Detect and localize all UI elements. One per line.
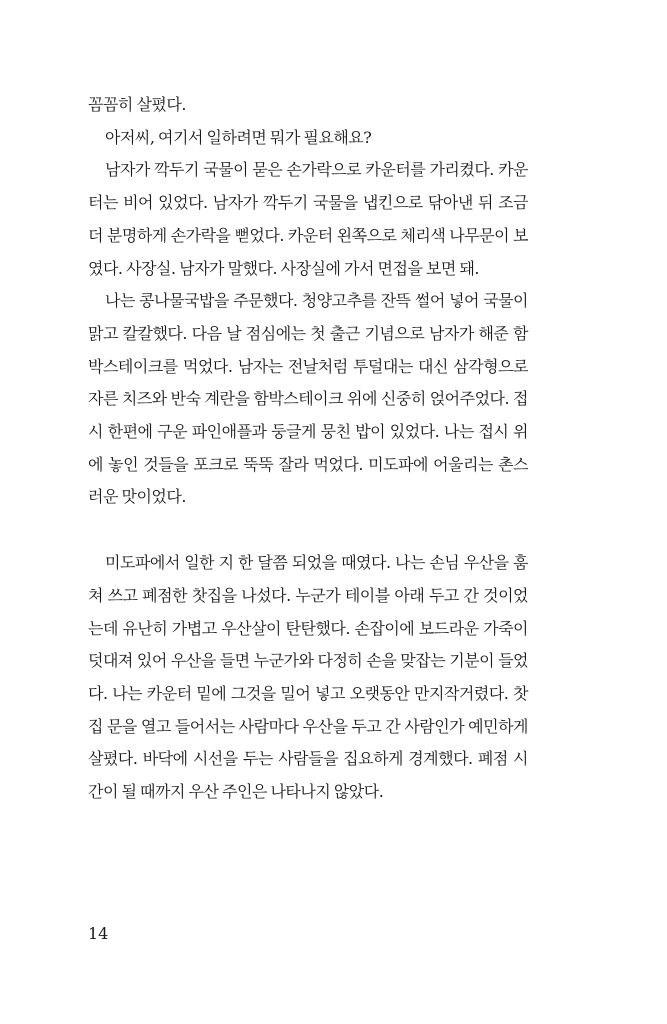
section-break [88, 514, 528, 547]
paragraph: 나는 콩나물국밥을 주문했다. 청양고추를 잔뜩 썰어 넣어 국물이 맑고 칼칼했다. 다음 날 점심에는 첫 출근 기념으로 남자가 해준 함박스테이크를 먹었다. 남자는 전날처럼 투덜대는 대신 삼각형으로 자른 치즈와 반숙 계란을 함박스테이크 위에 신중히 얹어주었다. 접시 한편에 구운 파인애플과 둥글게 뭉친 밥이 있었다. 나는 접시 위에 놓인 것들을 포크로 뚝뚝 잘라 먹었다. 미도파에 어울리는 촌스러운 맛이었다. [88, 291, 528, 507]
paragraph-continuation: 꼼꼼히 살폈다. [88, 95, 186, 114]
paragraph: 남자가 깍두기 국물이 묻은 손가락으로 카운터를 가리켰다. 카운터는 비어 있었다. 남자가 깍두기 국물을 냅킨으로 닦아낸 뒤 조금 더 분명하게 손가락을 뻗었다. 카운터 왼쪽으로 체리색 나무문이 보였다. 사장실. 남자가 말했다. 사장실에 가서 면접을 보면 돼. [88, 160, 528, 278]
paragraph-dialogue: 아저씨, 여기서 일하려면 뭐가 필요해요? [105, 127, 372, 147]
paragraph: 미도파에서 일한 지 한 달쯤 되었을 때였다. 나는 손님 우산을 훔쳐 쓰고 폐점한 찻집을 나섰다. 누군가 테이블 아래 두고 간 것이었는데 유난히 가볍고 우산살이 탄탄했다. 손잡이에 보드라운 가죽이 덧대져 있어 우산을 들면 누군가와 다정히 손을 맞잡는 기분이 들었다. 나는 카운터 밑에 그것을 밀어 넣고 오랫동안 만지작거렸다. 찻집 문을 열고 들어서는 사람마다 우산을 두고 간 사람인가 예민하게 살폈다. 바닥에 시선을 두는 사람들을 집요하게 경계했다. 폐점 시간이 될 때까지 우산 주인은 나타나지 않았다. [88, 553, 528, 802]
page-number: 14 [88, 924, 109, 943]
body-text [88, 89, 528, 809]
